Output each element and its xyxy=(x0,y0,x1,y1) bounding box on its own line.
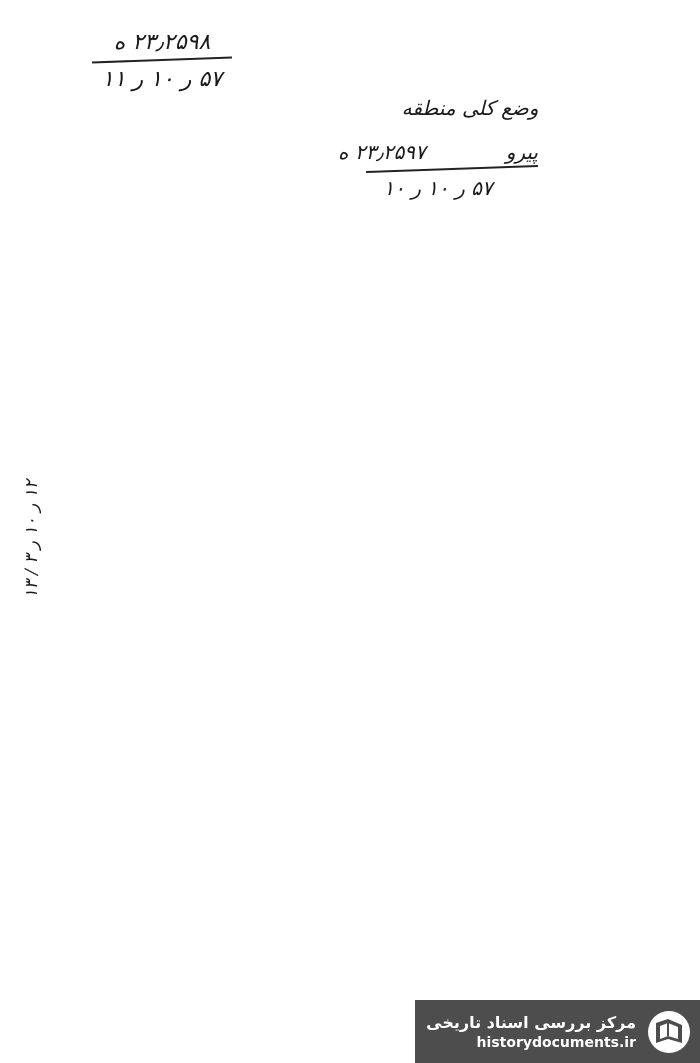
ref-mid-date: ۵۷ ر ۱۰ ر ۱۰ xyxy=(383,176,493,200)
reference-number-top xyxy=(92,30,232,92)
reference-number-followup xyxy=(338,140,538,200)
archive-logo-icon xyxy=(646,1009,692,1055)
document-title: وضع کلی منطقه xyxy=(401,96,539,120)
ref-mid-label: پیرو xyxy=(505,140,538,164)
archive-url: historydocuments.ir xyxy=(476,1034,636,1051)
ref-top-date: ۵۷ ر ۱۰ ر ۱۱ xyxy=(101,67,223,92)
ref-top-rule xyxy=(92,57,232,64)
archive-name: مرکز بررسی اسناد تاریخی xyxy=(426,1012,636,1032)
margin-annotation: ۱۲ ر ۱۰ ر ۳ / ۱۳ xyxy=(22,480,42,599)
ref-mid-number: ۲۳٫۲۵۹۷ ه xyxy=(338,140,426,164)
ref-mid-rule xyxy=(366,165,538,173)
archive-watermark xyxy=(415,1000,700,1063)
ref-top-number: ۲۳٫۲۵۹۸ ه xyxy=(113,30,211,55)
